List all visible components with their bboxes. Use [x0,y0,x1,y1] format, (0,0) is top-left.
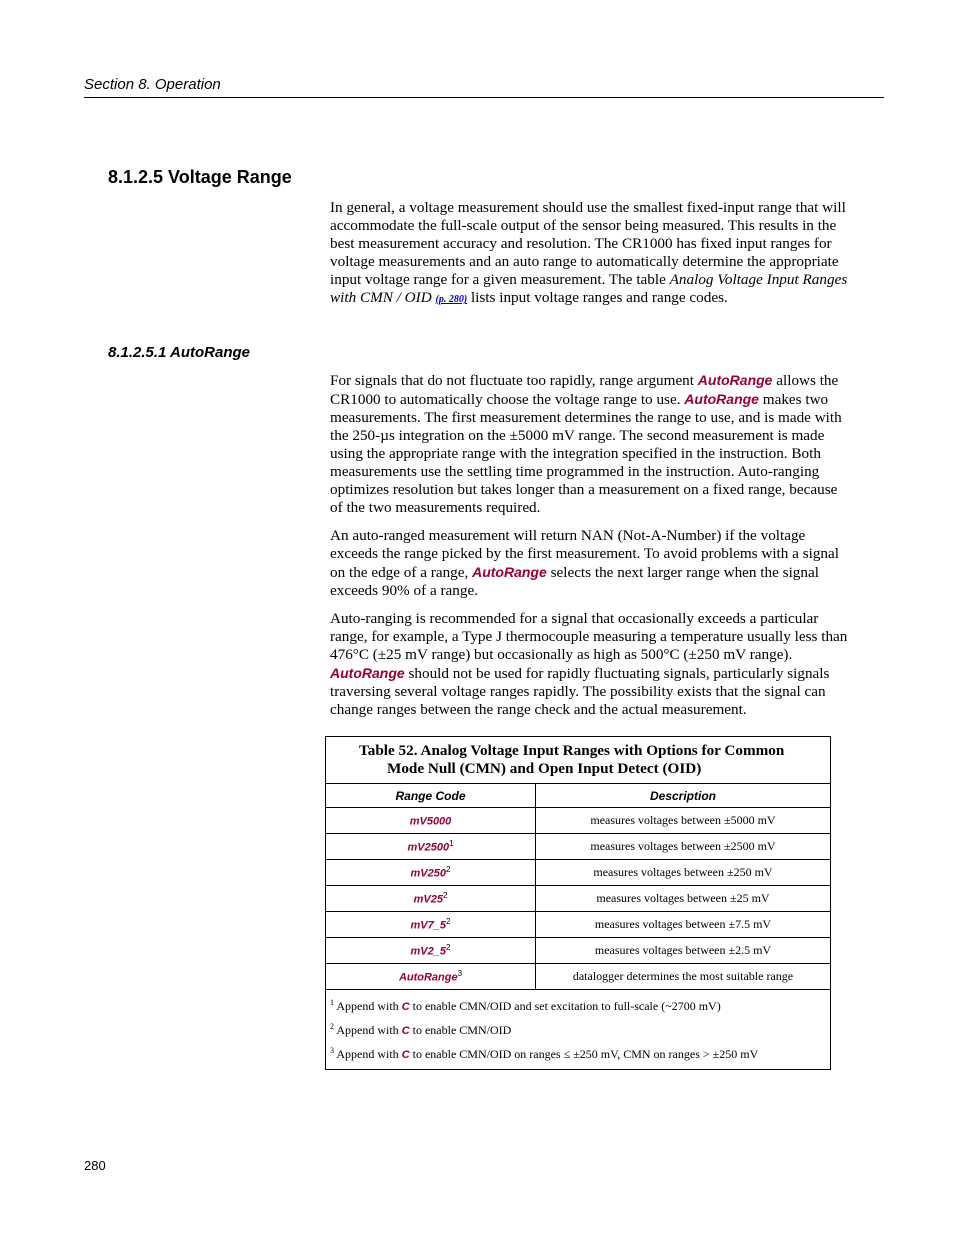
range-code-cell: AutoRange$^3$ [326,964,536,990]
range-code-cell: $mV2\_5^2$ [326,938,536,964]
footnote: $^2$ Append with C to enable CMN/OID [330,1022,512,1037]
intro-text-2: lists input voltage ranges and range codes. [467,289,728,306]
caption-line-2: Mode Null (CMN) and Open Input Detect (OID) [387,760,702,777]
page-number: 280 [84,1158,106,1173]
description-cell: measures voltages between ±25 mV [536,886,831,912]
section-label: Section 8. Operation [84,76,221,93]
description-cell: measures voltages between ±5000 mV [536,808,831,834]
description-cell: measures voltages between ±2.5 mV [536,938,831,964]
subsection-heading: 8.1.2.5.1 AutoRange [108,344,250,361]
table-row [326,938,831,964]
intro-paragraph-block [330,199,850,319]
column-header-description: Description [536,784,831,808]
intro-paragraph [330,199,850,309]
autorange-paragraph-2 [330,527,850,600]
autorange-keyword: AutoRange [697,372,773,388]
range-code-cell: $mV25^2$ [326,886,536,912]
p1-text-a: For signals that do not fluctuate too rapidly, range argument [330,372,698,389]
description-cell: measures voltages between ±250 mV [536,860,831,886]
p1-text-c: makes two measurements. The first measurement determines the range to use, and is made with the 250-µs integration on the ±5000 mV range. The second measurement is made using the appropriate range with the integration specified in the instruction. Both measurements use the settling time programmed in the instruction. Auto-ranging optimizes resolution but takes longer than a measurement on a fixed range, because of the two measurements required. [330,391,842,516]
table-reference-link[interactable]: Analog Voltage Input Ranges with CMN / OID [330,271,848,306]
autorange-keyword: AutoRange [330,665,405,681]
description-cell: datalogger determines the most suitable range [536,964,831,990]
caption-line-1: Table 52. Analog Voltage Input Ranges with Options for Common [359,742,785,759]
table-row [326,886,831,912]
p3-text-b: should not be used for rapidly fluctuating signals, particularly signals traversing several voltage ranges rapidly. The possibility exists that the signal can change ranges between the range check and the actual measurement. [330,665,830,718]
table-row [326,808,831,834]
autorange-keyword: AutoRange [684,391,759,407]
table-caption [326,737,831,784]
autorange-paragraph-3 [330,610,850,719]
range-codes-table [325,736,831,1070]
table-row [326,912,831,938]
p2-text-b: selects the next larger range when the signal exceeds 90% of a range. [330,564,819,599]
range-code-cell: $mV7\_5^2$ [326,912,536,938]
footnote: $^3$ Append with C to enable CMN/OID on ranges ≤ ±250 mV, CMN on ranges > ±250 mV [330,1046,759,1061]
p1-text-b: allows the CR1000 to automatically choose the voltage range to use. [330,372,839,408]
description-cell: measures voltages between ±2500 mV [536,834,831,860]
autorange-paragraph-1 [330,371,850,517]
running-header [84,76,884,98]
autorange-body [330,371,850,729]
description-cell: measures voltages between ±7.5 mV [536,912,831,938]
page-reference-link[interactable]: (p. 280) [435,294,468,305]
table-row [326,964,831,990]
p3-text-a: Auto-ranging is recommended for a signal that occasionally exceeds a particular range, for example, a Type J thermocouple measuring a temperature usually less than 476°C (±25 mV range) but occasionally as high as 500°C (±250 mV range). [330,610,848,663]
range-code-cell: $mV250^2$ [326,860,536,886]
section-heading: 8.1.2.5 Voltage Range [108,167,292,187]
table-footnotes [326,990,831,1070]
footnote: $^1$ Append with C to enable CMN/OID and set excitation to full-scale (~2700 mV) [330,998,721,1013]
p2-text-a: An auto-ranged measurement will return NAN (Not-A-Number) if the voltage exceeds the range picked by the first measurement. To avoid problems with a signal on the edge of a range, [330,527,839,581]
table-row [326,860,831,886]
column-header-range-code: Range Code [326,784,536,808]
intro-text-1: In general, a voltage measurement should use the smallest fixed-input range that will accommodate the full-scale output of the sensor being measured. This results in the best measurement accuracy and resolution. The CR1000 has fixed input ranges for voltage measurements and an auto range to automatically determine the appropriate input voltage range for a given measurement. The table [330,199,846,288]
autorange-keyword: AutoRange [472,564,547,580]
range-code-cell: mV2500$^1$ [326,834,536,860]
range-code-cell: mV5000 [326,808,536,834]
table-row [326,834,831,860]
